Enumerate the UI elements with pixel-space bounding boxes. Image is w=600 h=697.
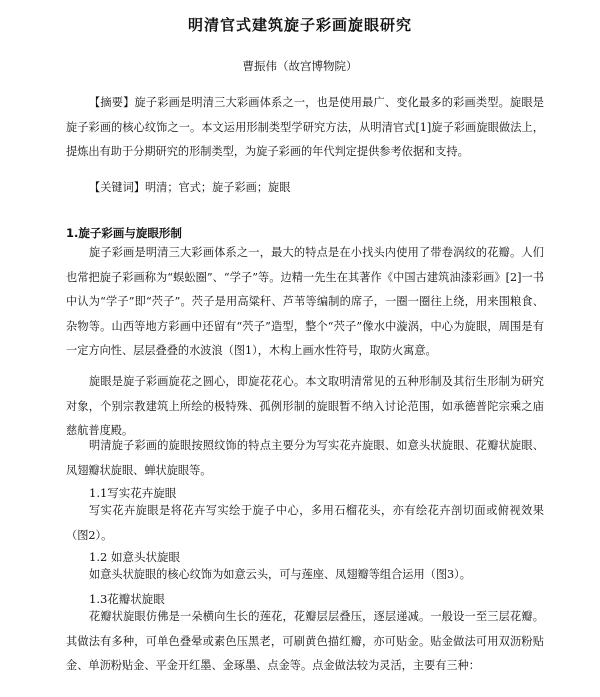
author-line: 曹振伟（故宫博物院）	[242, 59, 358, 73]
section-1-paragraph-2: 旋眼是旋子彩画旋花之圆心，即旋花花心。本文取明清常见的五种形制及其衍生形制为研究对象，个别宗教建筑上所绘的极特殊、孤例形制的旋眼暂不纳入讨论范围，如承德普陀宗乘之庙慈航普度殿。	[66, 375, 544, 437]
abstract-paragraph: 【摘要】旋子彩画是明清三大彩画体系之一，也是使用最广、变化最多的彩画类型。旋眼是旋子彩画的核心纹饰之一。本文运用形制类型学研究方法，从明清官式[1]旋子彩画旋眼做法上，提炼出有助于分期研究的形制类型，为旋子彩画的年代判定提供参考依据和支持。	[66, 96, 544, 158]
paper-title: 明清官式建筑旋子彩画旋眼研究	[187, 16, 412, 34]
section-1-2-heading: 1.2 如意头状旋眼	[89, 550, 180, 564]
section-1-3-heading: 1.3花瓣状旋眼	[89, 592, 165, 606]
section-1-paragraph-3: 明清旋子彩画的旋眼按照纹饰的特点主要分为写实花卉旋眼、如意头状旋眼、花瓣状旋眼、凤翅瓣状旋眼、蝉状旋眼等。	[66, 439, 544, 477]
section-1-3-paragraph: 花瓣状旋眼仿佛是一朵横向生长的莲花，花瓣层层叠压，逐层递减。一般设一至三层花瓣。其做法有多种，可单色叠晕或素色压黑老，可刷黄色描红瓣，亦可贴金。贴金做法可用双沥粉贴金、单沥粉贴金、平金开红墨、金琢墨、点金等。点金做法较为灵活，主要有三种：	[66, 610, 544, 672]
keywords-paragraph: 【关键词】明清；官式；旋子彩画；旋眼	[89, 181, 291, 194]
section-1-1-paragraph: 写实花卉旋眼是将花卉写实绘于旋子中心，多用石榴花头，亦有绘花卉剖切面或俯视效果（图2）。	[66, 504, 544, 542]
section-1-1-heading: 1.1写实花卉旋眼	[89, 486, 177, 500]
section-1-2-paragraph: 如意头状旋眼的核心纹饰为如意云头，可与莲座、凤翅瓣等组合运用（图3）。	[89, 568, 471, 581]
section-1-heading: 1.旋子彩画与旋眼形制	[66, 226, 182, 240]
section-1-paragraph-1: 旋子彩画是明清三大彩画体系之一，最大的特点是在小找头内使用了带卷涡纹的花瓣。人们也常把旋子彩画称为“蜈蚣圈”、“学子”等。边精一先生在其著作《中国古建筑油漆彩画》[2]一书中认为“学子”即“茓子”。茓子是用高粱秆、芦苇等编制的席子，一圈一圈往上绕，用来围粮食、杂物等。山西等地方彩画中还留有“茓子”造型，整个“茓子”像水中漩涡，中心为旋眼，周围是有一定方向性、层层叠叠的水波浪（图1），木构上画水性符号，取防火寓意。	[66, 246, 544, 357]
